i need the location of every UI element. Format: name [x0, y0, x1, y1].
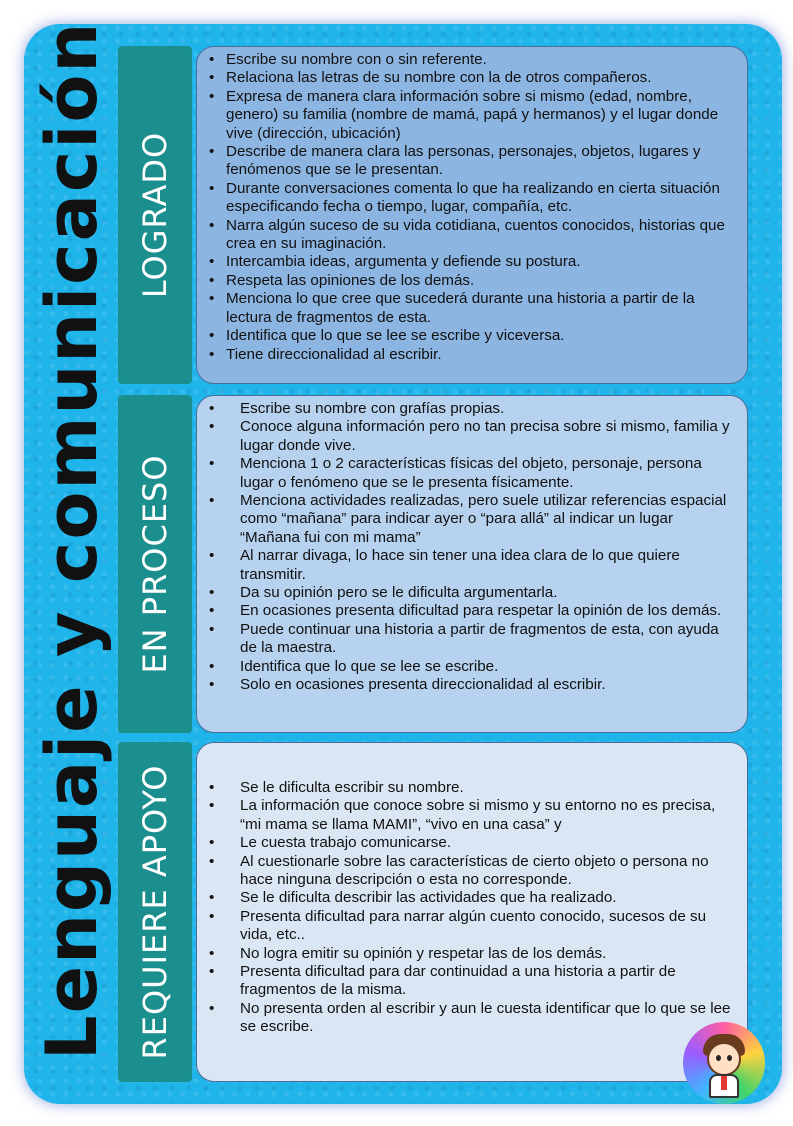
- list-item: • Durante conversaciones comenta lo que ha realizando en cierta situación especificando fecha o tiempo, lugar, compañía, etc.: [209, 180, 735, 217]
- list-item: • Da su opinión pero se le dificulta argumentarla.: [209, 584, 735, 602]
- main-title-area: [24, 20, 120, 1060]
- list-en-proceso: [209, 400, 735, 695]
- label-logrado-text: LOGRADO: [136, 131, 174, 299]
- list-item: • Solo en ocasiones presenta direccionalidad al escribir.: [209, 676, 735, 694]
- list-item: • Presenta dificultad para dar continuidad a una historia a partir de fragmentos de la misma.: [209, 963, 735, 1000]
- list-item: • No presenta orden al escribir y aun le cuesta identificar que lo que se lee se escribe.: [209, 1000, 735, 1037]
- list-item: • Identifica que lo que se lee se escribe y viceversa.: [209, 327, 735, 345]
- label-en-proceso-text: EN PROCESO: [136, 454, 174, 674]
- list-item: • Identifica que lo que se lee se escribe.: [209, 658, 735, 676]
- avatar-face: [707, 1042, 741, 1076]
- list-item: • Menciona lo que cree que sucederá durante una historia a partir de la lectura de fragmentos de esta.: [209, 290, 735, 327]
- list-item: • Narra algún suceso de su vida cotidiana, cuentos conocidos, historias que crea en su imaginación.: [209, 217, 735, 254]
- list-item: • Puede continuar una historia a partir de fragmentos de esta, con ayuda de la maestra.: [209, 621, 735, 658]
- list-item: • Escribe su nombre con grafías propias.: [209, 400, 735, 418]
- list-item: • Escribe su nombre con o sin referente.: [209, 51, 735, 69]
- avatar-eye-left: [716, 1055, 721, 1061]
- list-item: • Se le dificulta escribir su nombre.: [209, 779, 735, 797]
- label-en-proceso: [118, 395, 192, 733]
- list-item: • Presenta dificultad para narrar algún cuento conocido, sucesos de su vida, etc..: [209, 908, 735, 945]
- panel-logrado: [196, 46, 748, 384]
- label-requiere-apoyo: [118, 742, 192, 1082]
- list-item: • Al cuestionarle sobre las características de cierto objeto o persona no hace ninguna descripción o esta no corresponde.: [209, 853, 735, 890]
- list-item: • Al narrar divaga, lo hace sin tener una idea clara de lo que quiere transmitir.: [209, 547, 735, 584]
- list-item: • La información que conoce sobre si mismo y su entorno no es precisa, “mi mama se llama MAMI”, “vivo en una casa” y: [209, 797, 735, 834]
- main-title: Lenguaje y comunicación: [31, 20, 113, 1060]
- list-item: • Menciona actividades realizadas, pero suele utilizar referencias espacial como “mañana” para indicar ayer o “para allá” al indicar un lugar “Mañana fui con mi mama”: [209, 492, 735, 547]
- avatar-eye-right: [727, 1055, 732, 1061]
- list-item: • Respeta las opiniones de los demás.: [209, 272, 735, 290]
- label-logrado: [118, 46, 192, 384]
- list-item: • No logra emitir su opinión y respetar las de los demás.: [209, 945, 735, 963]
- list-item: • Conoce alguna información pero no tan precisa sobre si mismo, familia y lugar donde vive.: [209, 418, 735, 455]
- list-item: • Relaciona las letras de su nombre con la de otros compañeros.: [209, 69, 735, 87]
- list-item: • Menciona 1 o 2 características físicas del objeto, personaje, persona lugar o fenómeno que se le presenta físicamente.: [209, 455, 735, 492]
- list-requiere-apoyo: [209, 779, 735, 1037]
- child-avatar-icon: [683, 1022, 765, 1104]
- avatar-tie: [721, 1076, 727, 1090]
- label-requiere-apoyo-text: REQUIERE APOYO: [136, 764, 174, 1060]
- list-logrado: [209, 51, 735, 364]
- list-item: • Tiene direccionalidad al escribir.: [209, 346, 735, 364]
- list-item: • Describe de manera clara las personas, personajes, objetos, lugares y fenómenos que se le presentan.: [209, 143, 735, 180]
- list-item: • Le cuesta trabajo comunicarse.: [209, 834, 735, 852]
- list-item: • Expresa de manera clara información sobre si mismo (edad, nombre, genero) su familia (nombre de mamá, papá y hermanos) y el lugar donde vive (dirección, ubicación): [209, 88, 735, 143]
- list-item: • En ocasiones presenta dificultad para respetar la opinión de los demás.: [209, 602, 735, 620]
- panel-en-proceso: [196, 395, 748, 733]
- list-item: • Se le dificulta describir las actividades que ha realizado.: [209, 889, 735, 907]
- panel-requiere-apoyo: [196, 742, 748, 1082]
- list-item: • Intercambia ideas, argumenta y defiende su postura.: [209, 253, 735, 271]
